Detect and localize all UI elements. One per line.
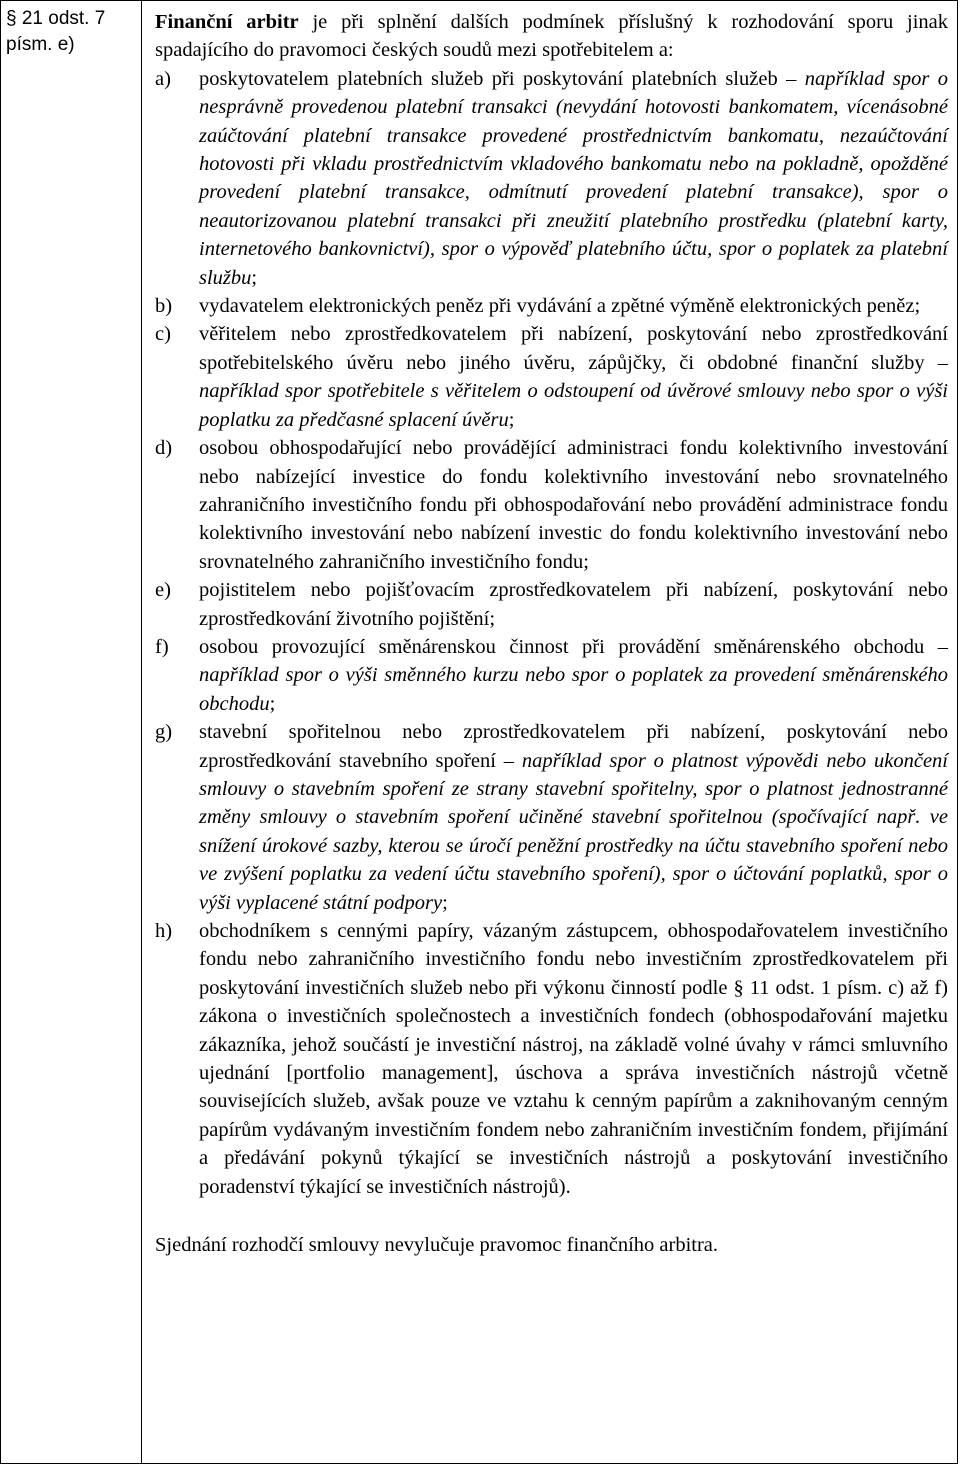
item-text — [199, 718, 948, 917]
item-text — [199, 292, 948, 320]
item-dash: – — [924, 351, 949, 374]
reference-line-1: § 21 odst. 7 — [6, 8, 106, 29]
item-letter: d) — [155, 437, 173, 460]
item-example: například spor o výši směnného kurzu nebo spor o poplatek za provedení směnárenského obchodu — [199, 664, 948, 715]
item-letter: f) — [155, 635, 169, 658]
item-text — [199, 65, 948, 292]
item-text — [199, 917, 948, 1201]
content-cell — [155, 8, 948, 1280]
list-item — [155, 434, 948, 576]
item-text — [199, 434, 948, 576]
intro-text: je při splnění dalších podmínek příslušný k rozhodování sporu jinak spadajícího do pravomoci českých soudů mezi spotřebitelem a: — [155, 11, 949, 62]
list-item — [155, 292, 948, 320]
list-item — [155, 65, 948, 292]
item-dash: – — [777, 67, 805, 90]
item-main: věřitelem nebo zprostředkovatelem při nabízení, poskytování nebo zprostředkování spotřebitelského úvěru nebo jiného úvěru, zápůjčky, či obdobné finanční služby — [199, 323, 948, 374]
item-text — [199, 576, 948, 633]
column-divider — [141, 0, 142, 1464]
list-item — [155, 917, 948, 1201]
list-item — [155, 718, 948, 917]
item-letter: g) — [155, 721, 173, 744]
item-end: ; — [508, 408, 515, 431]
item-letter: b) — [155, 295, 173, 318]
item-main: pojistitelem nebo pojišťovacím zprostředkovatelem při nabízení, poskytování nebo zprostředkování životního pojištění; — [199, 579, 948, 630]
item-main: obchodníkem s cennými papíry, vázaným zástupcem, obhospodařovatelem investičního fondu nebo zahraničního investičního fondu nebo investičním zprostředkovatelem při poskytování investičních služeb nebo při výkonu činností podle § 11 odst. 1 písm. c) až f) zákona o investičních společnostech a investičních fondech (obhospodařování majetku zákazníka, jehož součástí je investiční nástroj, na základě volné úvahy v rámci smluvního ujednání [portfolio management], úschova a správa investičních nástrojů včetně souvisejících služeb, avšak pouze ve vztahu k cenným papírům a zaknihovaným cenným papírům vydávaným investičním fondem nebo zahraničním investičním fondem, přijímání a předávání pokynů týkající se investičních nástrojů a poskytování investičního poradenství týkající se investičních nástrojů). — [199, 920, 948, 1198]
reference-cell — [6, 6, 136, 58]
list-item — [155, 576, 948, 633]
item-letter: e) — [155, 579, 171, 602]
item-letter: c) — [155, 323, 171, 346]
item-letter: h) — [155, 920, 173, 942]
item-end: ; — [251, 266, 258, 289]
intro-paragraph — [155, 8, 948, 65]
item-dash: – — [495, 749, 522, 772]
item-example: například spor o nesprávně provedenou platební transakci (nevydání hotovosti bankomatem, vícenásobné zaúčtování platební transakce provedené prostřednictvím bankomatu, nezaúčtování hotovosti při vkladu prostřednictvím vkladového bankomatu nebo na pokladně, opožděné provedení platební transakce, odmítnutí provedení platební transakce), spor o neautorizovanou platební transakci při zneužití platebního prostředku (platební karty, internetového bankovnictví), spor o výpověď platebního účtu, spor o poplatek za platební službu — [199, 67, 949, 289]
closing-paragraph: Sjednání rozhodčí smlouvy nevylučuje pravomoc finančního arbitra. — [155, 1234, 719, 1257]
item-end: ; — [442, 891, 448, 914]
item-dash: – — [924, 635, 949, 658]
item-main: vydavatelem elektronických peněz při vydávání a zpětné výměně elektronických peněz; — [199, 295, 921, 318]
list-item — [155, 320, 948, 434]
reference-line-2: písm. e) — [6, 34, 75, 55]
item-text — [199, 320, 948, 434]
item-text — [199, 633, 948, 718]
item-main: osobou provozující směnárenskou činnost při provádění směnárenského obchodu — [199, 635, 925, 658]
list-item — [155, 633, 948, 718]
item-example: například spor spotřebitele s věřitelem o odstoupení od úvěrové smlouvy nebo spor o výši poplatku za předčasné splacení úvěru — [199, 380, 948, 431]
item-main: poskytovatelem platebních služeb při poskytování platebních služeb — [199, 67, 778, 90]
item-letter: a) — [155, 67, 171, 90]
item-main: stavební spořitelnou nebo zprostředkovatelem při nabízení, poskytování nebo zprostředkování stavebního spoření — [199, 721, 948, 772]
intro-bold: Finanční arbitr — [155, 11, 299, 33]
item-example: například spor o platnost výpovědi nebo ukončení smlouvy o stavebním spoření ze strany stavební spořitelny, spor o platnost jednostranné změny smlouvy o stavebním spoření učiněné stavební spořitelnou (spočívající např. ve snížení úrokové sazby, kterou se úročí peněžní prostředky na účtu stavebního spoření nebo ve zvýšení poplatku za vedení účtu stavebního spoření), spor o účtování poplatků, spor o výši vyplacené státní podpory — [199, 749, 949, 914]
items-list — [155, 65, 948, 1201]
item-main: osobou obhospodařující nebo provádějící administraci fondu kolektivního investování nebo nabízející investice do fondu kolektivního investování nebo srovnatelného zahraničního investičního fondu při obhospodařování nebo provádění administrace fondu kolektivního investování nebo nabízení investic do fondu kolektivního investování nebo srovnatelného zahraničního investičního fondu; — [199, 437, 948, 573]
item-end: ; — [269, 692, 276, 715]
